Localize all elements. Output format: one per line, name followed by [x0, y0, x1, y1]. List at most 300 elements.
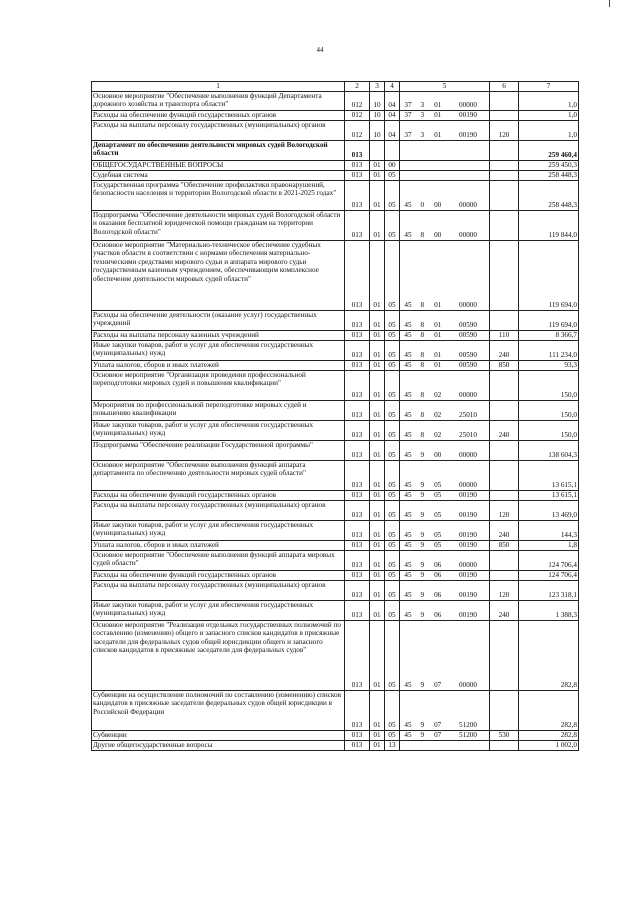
expense-type-cell	[490, 210, 519, 240]
expense-type-cell	[490, 490, 519, 500]
target-article-event: 00	[434, 231, 442, 239]
target-article-event: 07	[434, 681, 442, 689]
header-cell: 7	[519, 82, 579, 92]
subsection-code-cell: 05	[385, 180, 400, 210]
target-article-cell	[400, 490, 490, 500]
target-article-cell	[400, 210, 490, 240]
target-article-program: 45	[404, 301, 412, 309]
target-article-program: 45	[404, 571, 412, 579]
target-article-cell	[400, 330, 490, 340]
subsection-code-cell: 05	[385, 210, 400, 240]
subsection-code-cell: 05	[385, 550, 400, 570]
target-article-cell	[400, 620, 490, 690]
expense-type-cell: 240	[490, 520, 519, 540]
target-article-cell	[400, 120, 490, 140]
subsection-code-cell: 05	[385, 500, 400, 520]
subsection-code-cell: 05	[385, 580, 400, 600]
row-name-cell: Основное мероприятие "Обеспечение выполнения функций аппарата мировых судей области"	[92, 550, 345, 570]
section-code-cell: 01	[370, 490, 385, 500]
table-row	[92, 400, 579, 420]
row-name-cell: ОБЩЕГОСУДАРСТВЕННЫЕ ВОПРОСЫ	[92, 160, 345, 170]
target-article-direction: 00190	[459, 591, 477, 599]
expense-type-cell: 240	[490, 600, 519, 620]
amount-cell: 1,0	[519, 120, 579, 140]
target-article-event: 05	[434, 511, 442, 519]
header-cell: 5	[400, 82, 490, 92]
amount-cell: 123 318,1	[519, 580, 579, 600]
section-code-cell: 01	[370, 360, 385, 370]
section-code-cell: 01	[370, 520, 385, 540]
row-name-cell: Расходы на выплаты персоналу государственных (муниципальных) органов	[92, 580, 345, 600]
admin-code-cell: 013	[345, 500, 370, 520]
header-cell: 2	[345, 82, 370, 92]
admin-code-cell: 013	[345, 460, 370, 490]
table-row	[92, 550, 579, 570]
target-article-cell	[400, 460, 490, 490]
amount-cell: 13 469,0	[519, 500, 579, 520]
expense-type-cell: 240	[490, 420, 519, 440]
target-article-direction: 00190	[459, 611, 477, 619]
admin-code-cell: 013	[345, 540, 370, 550]
target-article-subprogram: 9	[420, 721, 425, 729]
target-article-cell	[400, 520, 490, 540]
subsection-code-cell: 04	[385, 110, 400, 120]
target-article-subprogram: 9	[420, 531, 425, 539]
row-name-cell: Основное мероприятие "Обеспечение выполнения функций Департамента дорожного хозяйства и транспорта области"	[92, 91, 345, 110]
target-article-subprogram: 8	[420, 321, 425, 329]
target-article-direction: 00590	[459, 331, 477, 339]
page-edge-mark	[609, 0, 610, 7]
subsection-code-cell: 05	[385, 170, 400, 180]
subsection-code-cell: 05	[385, 520, 400, 540]
target-article-subprogram: 9	[420, 591, 425, 599]
target-article-cell	[400, 400, 490, 420]
subsection-code-cell: 05	[385, 420, 400, 440]
target-article-event: 06	[434, 611, 442, 619]
expense-type-cell	[490, 400, 519, 420]
row-name-cell: Мероприятия по профессиональной переподготовке мировых судей и повышению квалификации	[92, 400, 345, 420]
target-article-direction: 00190	[459, 131, 477, 139]
target-article-direction: 00590	[459, 351, 477, 359]
target-article-cell	[400, 440, 490, 460]
target-article-program: 45	[404, 231, 412, 239]
admin-code-cell: 013	[345, 600, 370, 620]
target-article-program: 45	[404, 321, 412, 329]
admin-code-cell: 013	[345, 370, 370, 400]
row-name-cell: Расходы на обеспечение деятельности (оказание услуг) государственных учреждений	[92, 310, 345, 330]
admin-code-cell: 013	[345, 550, 370, 570]
subsection-code-cell: 05	[385, 600, 400, 620]
target-article-direction: 00000	[459, 561, 477, 569]
target-article-event: 00	[434, 451, 442, 459]
expense-type-cell	[490, 370, 519, 400]
target-article-subprogram: 8	[420, 361, 425, 369]
table-row	[92, 310, 579, 330]
admin-code-cell: 013	[345, 740, 370, 750]
target-article-program: 45	[404, 561, 412, 569]
section-code-cell: 01	[370, 740, 385, 750]
expense-type-cell	[490, 110, 519, 120]
target-article-subprogram: 8	[420, 431, 425, 439]
subsection-code-cell: 05	[385, 360, 400, 370]
target-article-subprogram: 8	[420, 351, 425, 359]
target-article-event: 01	[434, 351, 442, 359]
admin-code-cell: 013	[345, 340, 370, 360]
amount-cell: 13 615,1	[519, 460, 579, 490]
subsection-code-cell: 04	[385, 120, 400, 140]
header-cell: 3	[370, 82, 385, 92]
target-article-subprogram: 3	[420, 101, 425, 109]
target-article-event: 05	[434, 541, 442, 549]
section-code-cell: 01	[370, 310, 385, 330]
target-article-cell	[400, 180, 490, 210]
target-article-direction: 51200	[459, 731, 477, 739]
target-article-event: 02	[434, 431, 442, 439]
admin-code-cell: 013	[345, 570, 370, 580]
admin-code-cell: 013	[345, 210, 370, 240]
target-article-event: 06	[434, 571, 442, 579]
page-number: 44	[316, 46, 324, 54]
target-article-event: 01	[434, 301, 442, 309]
section-code-cell: 01	[370, 370, 385, 400]
admin-code-cell: 012	[345, 120, 370, 140]
target-article-subprogram: 9	[420, 541, 425, 549]
expense-type-cell	[490, 180, 519, 210]
section-code-cell: 01	[370, 240, 385, 310]
admin-code-cell: 013	[345, 140, 370, 160]
target-article-subprogram: 9	[420, 681, 425, 689]
target-article-subprogram: 8	[420, 391, 425, 399]
amount-cell: 1,0	[519, 91, 579, 110]
section-code-cell: 01	[370, 550, 385, 570]
table-row	[92, 490, 579, 500]
amount-cell: 150,0	[519, 370, 579, 400]
target-article-event: 06	[434, 561, 442, 569]
section-code-cell: 01	[370, 570, 385, 580]
subsection-code-cell: 05	[385, 460, 400, 490]
target-article-event: 07	[434, 721, 442, 729]
target-article-subprogram: 9	[420, 481, 425, 489]
table-row	[92, 460, 579, 490]
expense-type-cell	[490, 550, 519, 570]
target-article-event: 05	[434, 481, 442, 489]
target-article-cell	[400, 110, 490, 120]
table-row	[92, 690, 579, 730]
target-article-cell	[400, 500, 490, 520]
row-name-cell: Подпрограмма "Обеспечение реализации Государственной программы"	[92, 440, 345, 460]
amount-cell: 119 844,0	[519, 210, 579, 240]
expense-type-cell: 110	[490, 330, 519, 340]
target-article-program: 45	[404, 331, 412, 339]
table-row	[92, 91, 579, 110]
section-code-cell: 01	[370, 180, 385, 210]
target-article-subprogram: 9	[420, 511, 425, 519]
admin-code-cell: 013	[345, 420, 370, 440]
amount-cell: 259 450,3	[519, 160, 579, 170]
target-article-direction: 00190	[459, 511, 477, 519]
subsection-code-cell: 05	[385, 540, 400, 550]
admin-code-cell: 013	[345, 400, 370, 420]
target-article-event: 01	[434, 101, 442, 109]
target-article-subprogram: 9	[420, 611, 425, 619]
amount-cell: 1 002,0	[519, 740, 579, 750]
section-code-cell: 01	[370, 440, 385, 460]
admin-code-cell: 013	[345, 160, 370, 170]
row-name-cell: Уплата налогов, сборов и иных платежей	[92, 360, 345, 370]
row-name-cell: Иные закупки товаров, работ и услуг для обеспечения государственных (муниципальных) нужд	[92, 520, 345, 540]
target-article-program: 45	[404, 361, 412, 369]
target-article-subprogram: 8	[420, 301, 425, 309]
target-article-direction: 00190	[459, 531, 477, 539]
target-article-cell	[400, 170, 490, 180]
subsection-code-cell: 05	[385, 370, 400, 400]
amount-cell: 282,8	[519, 620, 579, 690]
table-row	[92, 360, 579, 370]
target-article-program: 45	[404, 451, 412, 459]
expense-type-cell	[490, 170, 519, 180]
target-article-program: 37	[404, 111, 412, 119]
target-article-event: 01	[434, 361, 442, 369]
target-article-program: 45	[404, 731, 412, 739]
row-name-cell: Судебная система	[92, 170, 345, 180]
expense-type-cell	[490, 91, 519, 110]
section-code-cell: 01	[370, 400, 385, 420]
target-article-program: 45	[404, 511, 412, 519]
row-name-cell: Расходы на обеспечение функций государственных органов	[92, 570, 345, 580]
target-article-program: 45	[404, 541, 412, 549]
table-row	[92, 740, 579, 750]
target-article-subprogram: 9	[420, 571, 425, 579]
target-article-cell	[400, 160, 490, 170]
subsection-code-cell: 05	[385, 330, 400, 340]
target-article-program: 45	[404, 481, 412, 489]
table-row	[92, 540, 579, 550]
target-article-direction: 00590	[459, 361, 477, 369]
expense-type-cell	[490, 620, 519, 690]
target-article-program: 45	[404, 591, 412, 599]
table-row	[92, 330, 579, 340]
target-article-event: 07	[434, 731, 442, 739]
admin-code-cell: 013	[345, 440, 370, 460]
target-article-event: 05	[434, 491, 442, 499]
target-article-event: 01	[434, 131, 442, 139]
admin-code-cell: 013	[345, 580, 370, 600]
target-article-cell	[400, 420, 490, 440]
header-cell: 6	[490, 82, 519, 92]
section-code-cell: 01	[370, 420, 385, 440]
expense-type-cell	[490, 310, 519, 330]
target-article-program: 45	[404, 531, 412, 539]
target-article-event: 01	[434, 111, 442, 119]
target-article-direction: 00000	[459, 201, 477, 209]
table-row	[92, 140, 579, 160]
table-row	[92, 370, 579, 400]
amount-cell: 258 448,3	[519, 170, 579, 180]
admin-code-cell: 013	[345, 490, 370, 500]
target-article-subprogram: 3	[420, 111, 425, 119]
expense-type-cell	[490, 140, 519, 160]
table-row	[92, 620, 579, 690]
subsection-code-cell: 00	[385, 160, 400, 170]
expense-type-cell: 240	[490, 340, 519, 360]
amount-cell: 1 388,3	[519, 600, 579, 620]
target-article-subprogram: 9	[420, 731, 425, 739]
expense-type-cell	[490, 460, 519, 490]
admin-code-cell: 013	[345, 330, 370, 340]
target-article-subprogram: 9	[420, 561, 425, 569]
section-code-cell: 01	[370, 340, 385, 360]
subsection-code-cell: 04	[385, 91, 400, 110]
expense-type-cell	[490, 240, 519, 310]
amount-cell: 8 366,7	[519, 330, 579, 340]
section-code-cell: 01	[370, 160, 385, 170]
subsection-code-cell: 05	[385, 340, 400, 360]
table-row	[92, 240, 579, 310]
amount-cell: 1,8	[519, 540, 579, 550]
subsection-code-cell: 05	[385, 620, 400, 690]
amount-cell: 259 460,4	[519, 140, 579, 160]
row-name-cell: Основное мероприятие "Организация проведения профессиональной переподготовки мировых судей и повышения квалификации"	[92, 370, 345, 400]
row-name-cell: Департамент по обеспечению деятельности мировых судей Вологодской области	[92, 140, 345, 160]
subsection-code-cell: 05	[385, 400, 400, 420]
section-code-cell: 01	[370, 620, 385, 690]
table-row	[92, 120, 579, 140]
subsection-code-cell: 05	[385, 240, 400, 310]
row-name-cell: Иные закупки товаров, работ и услуг для обеспечения государственных (муниципальных) нужд	[92, 420, 345, 440]
section-code-cell: 10	[370, 120, 385, 140]
section-code-cell	[370, 140, 385, 160]
row-name-cell: Подпрограмма "Обеспечение деятельности мировых судей Вологодской области и оказания бесплатной юридической помощи гражданам на территории Вологодской области"	[92, 210, 345, 240]
row-name-cell: Основное мероприятие "Материально-техническое обеспечение судебных участков области в соответствии с нормами обеспечения материально-техническими средствами мирового судьи и аппарата мирового судьи государственным казенным учреждением, обеспечивающим комплексное обеспечение деятельности мировых судей области"	[92, 240, 345, 310]
target-article-direction: 00190	[459, 491, 477, 499]
target-article-program: 45	[404, 431, 412, 439]
target-article-program: 45	[404, 201, 412, 209]
row-name-cell: Субвенции	[92, 730, 345, 740]
amount-cell: 150,0	[519, 400, 579, 420]
subsection-code-cell	[385, 140, 400, 160]
table-row	[92, 110, 579, 120]
header-cell: 1	[92, 82, 345, 92]
row-name-cell: Основное мероприятие "Реализация отдельных государственных полномочий по составлению (изменению) общего и запасного списков кандидатов в присяжные заседатели для федеральных судов общей юрисдикции общего и запасного списков кандидатов в присяжные заседатели для федеральных судов"	[92, 620, 345, 690]
target-article-direction: 00000	[459, 451, 477, 459]
amount-cell: 119 694,0	[519, 310, 579, 330]
table-row	[92, 440, 579, 460]
table-row	[92, 420, 579, 440]
table-row	[92, 170, 579, 180]
row-name-cell: Другие общегосударственные вопросы	[92, 740, 345, 750]
subsection-code-cell: 05	[385, 730, 400, 740]
target-article-direction: 00190	[459, 111, 477, 119]
table-header-row	[92, 82, 579, 92]
admin-code-cell: 013	[345, 620, 370, 690]
target-article-event: 06	[434, 591, 442, 599]
target-article-direction: 00000	[459, 681, 477, 689]
target-article-direction: 25010	[459, 411, 477, 419]
section-code-cell: 01	[370, 330, 385, 340]
amount-cell: 138 604,3	[519, 440, 579, 460]
target-article-event: 00	[434, 201, 442, 209]
target-article-program: 45	[404, 681, 412, 689]
target-article-program: 45	[404, 351, 412, 359]
target-article-cell	[400, 740, 490, 750]
row-name-cell: Расходы на обеспечение функций государственных органов	[92, 490, 345, 500]
expense-type-cell: 120	[490, 500, 519, 520]
table-row	[92, 600, 579, 620]
header-cell: 4	[385, 82, 400, 92]
section-code-cell: 01	[370, 580, 385, 600]
admin-code-cell: 013	[345, 180, 370, 210]
target-article-direction: 00000	[459, 481, 477, 489]
row-name-cell: Основное мероприятие "Обеспечение выполнения функций аппарата департамента по обеспечению деятельности мировых судей области"	[92, 460, 345, 490]
table-row	[92, 730, 579, 740]
table-row	[92, 570, 579, 580]
target-article-cell	[400, 540, 490, 550]
target-article-direction: 00190	[459, 541, 477, 549]
expense-type-cell	[490, 440, 519, 460]
target-article-cell	[400, 140, 490, 160]
amount-cell: 124 706,4	[519, 570, 579, 580]
section-code-cell: 01	[370, 170, 385, 180]
row-name-cell: Субвенции на осуществление полномочий по составлению (изменению) списков кандидатов в присяжные заседатели федеральных судов общей юрисдикции в Российской Федерации	[92, 690, 345, 730]
target-article-direction: 51200	[459, 721, 477, 729]
target-article-subprogram: 9	[420, 451, 425, 459]
admin-code-cell: 012	[345, 91, 370, 110]
row-name-cell: Уплата налогов, сборов и иных платежей	[92, 540, 345, 550]
section-code-cell: 01	[370, 540, 385, 550]
subsection-code-cell: 05	[385, 310, 400, 330]
target-article-subprogram: 9	[420, 491, 425, 499]
target-article-cell	[400, 240, 490, 310]
amount-cell: 111 234,0	[519, 340, 579, 360]
subsection-code-cell: 05	[385, 490, 400, 500]
admin-code-cell: 013	[345, 690, 370, 730]
row-name-cell: Иные закупки товаров, работ и услуг для обеспечения государственных (муниципальных) нужд	[92, 600, 345, 620]
target-article-direction: 00000	[459, 101, 477, 109]
target-article-program: 45	[404, 721, 412, 729]
target-article-event: 02	[434, 411, 442, 419]
target-article-program: 37	[404, 101, 412, 109]
subsection-code-cell: 05	[385, 440, 400, 460]
expense-type-cell: 120	[490, 120, 519, 140]
row-name-cell: Расходы на выплаты персоналу государственных (муниципальных) органов	[92, 500, 345, 520]
expense-type-cell	[490, 690, 519, 730]
expense-type-cell	[490, 740, 519, 750]
section-code-cell: 01	[370, 210, 385, 240]
target-article-program: 45	[404, 411, 412, 419]
expense-type-cell: 850	[490, 360, 519, 370]
admin-code-cell: 013	[345, 170, 370, 180]
table-row	[92, 580, 579, 600]
target-article-direction: 00000	[459, 231, 477, 239]
row-name-cell: Расходы на обеспечение функций государственных органов	[92, 110, 345, 120]
target-article-cell	[400, 570, 490, 580]
target-article-direction: 00590	[459, 321, 477, 329]
amount-cell: 258 448,3	[519, 180, 579, 210]
admin-code-cell: 012	[345, 110, 370, 120]
section-code-cell: 01	[370, 730, 385, 740]
target-article-event: 02	[434, 391, 442, 399]
target-article-cell	[400, 600, 490, 620]
target-article-cell	[400, 370, 490, 400]
target-article-program: 45	[404, 491, 412, 499]
table-row	[92, 180, 579, 210]
expense-type-cell: 530	[490, 730, 519, 740]
target-article-subprogram: 8	[420, 231, 425, 239]
admin-code-cell: 013	[345, 240, 370, 310]
target-article-cell	[400, 310, 490, 330]
target-article-subprogram: 8	[420, 331, 425, 339]
target-article-cell	[400, 580, 490, 600]
